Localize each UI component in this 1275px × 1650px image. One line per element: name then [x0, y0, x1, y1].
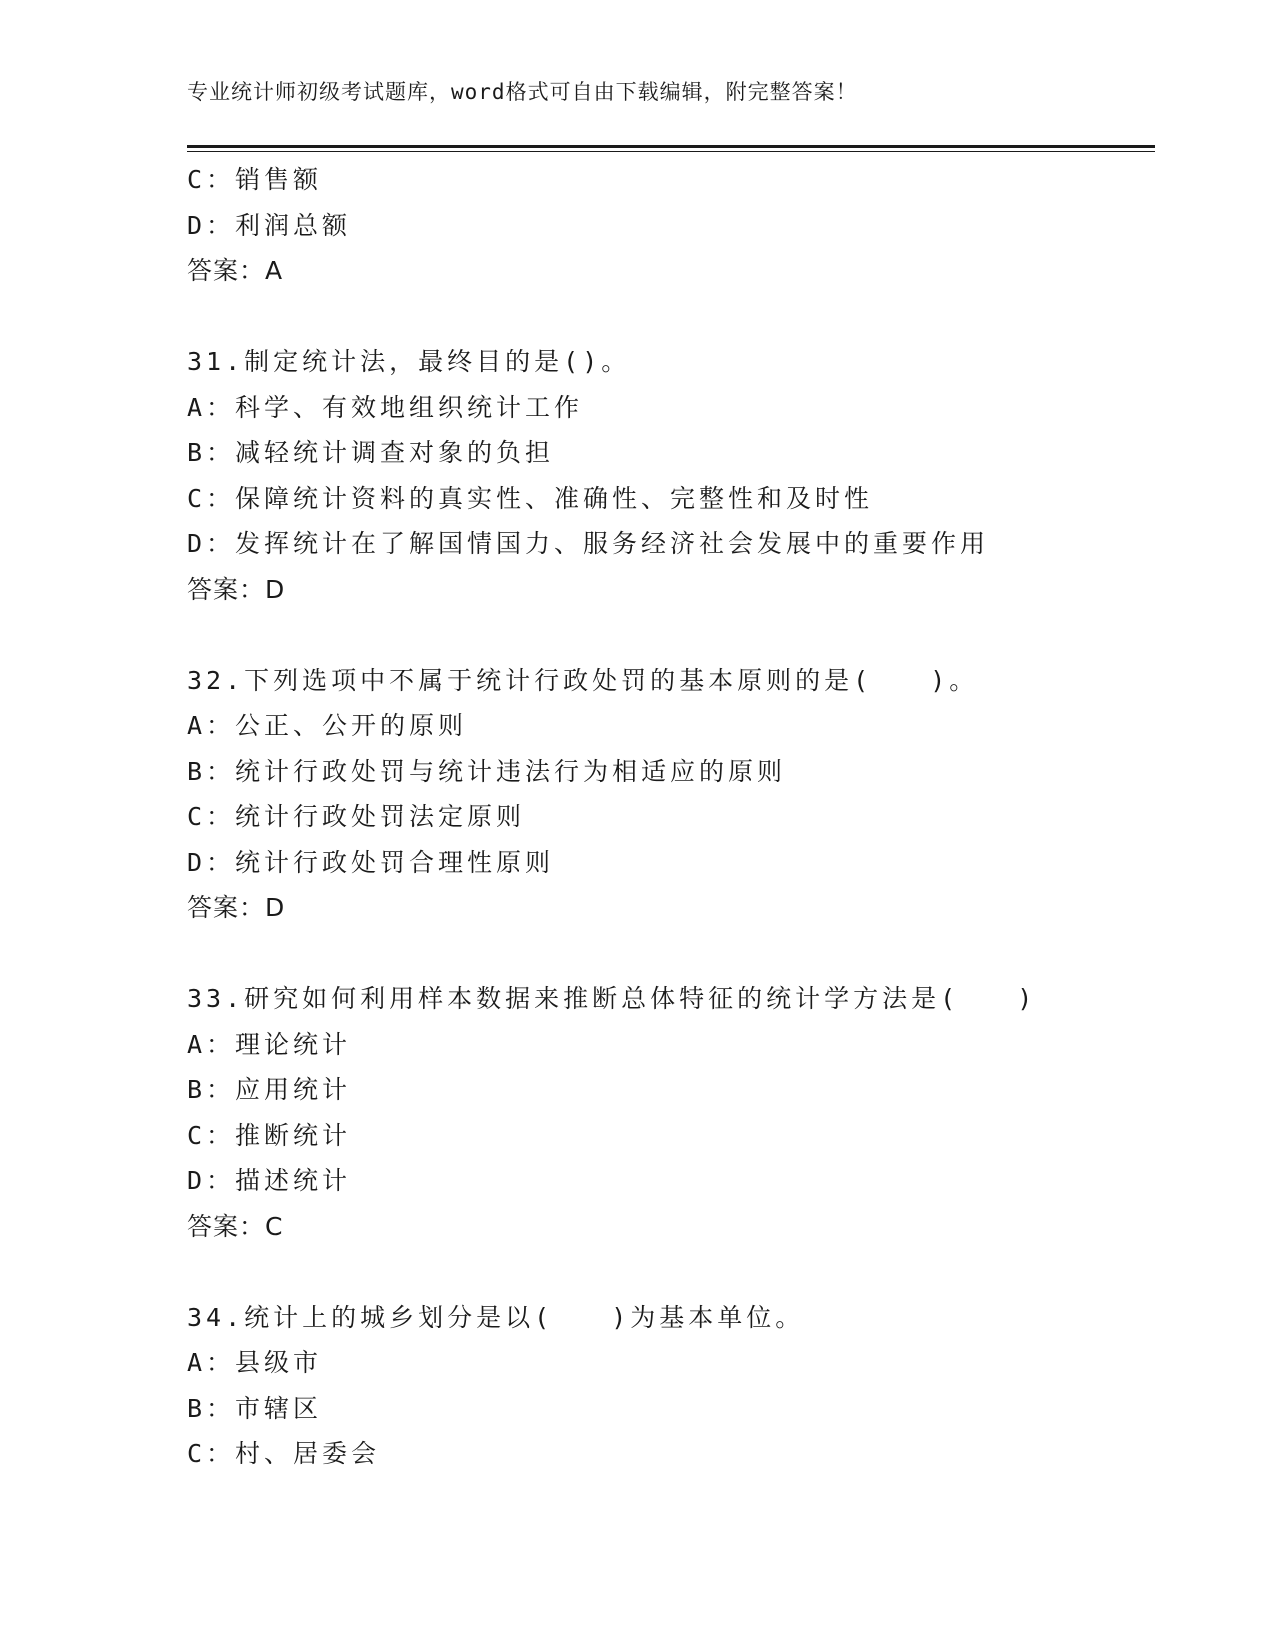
question-text: 34.统计上的城乡划分是以( )为基本单位。: [187, 1302, 805, 1332]
option-text: A：县级市: [187, 1348, 323, 1377]
answer-text: 答案：A: [187, 256, 284, 285]
option-text: C：销售额: [187, 165, 323, 194]
question-text: 33.研究如何利用样本数据来推断总体特征的统计学方法是( ): [187, 984, 1037, 1013]
option-text: A：公正、公开的原则: [187, 711, 468, 740]
question-text: 32.下列选项中不属于统计行政处罚的基本原则的是( )。: [187, 665, 979, 695]
blank-line: [187, 294, 1167, 340]
option-text: B：市辖区: [187, 1393, 323, 1423]
blank-line: [187, 612, 1167, 658]
header-rule-thin: [187, 151, 1155, 152]
answer-text: 答案：C: [187, 1211, 284, 1241]
option-text: B：应用统计: [187, 1075, 352, 1104]
option-text: D：统计行政处罚合理性原则: [187, 847, 555, 877]
option-text: C：统计行政处罚法定原则: [187, 802, 526, 831]
option-text: C：推断统计: [187, 1120, 352, 1150]
option-text: B：统计行政处罚与统计违法行为相适应的原则: [187, 756, 787, 786]
header-rule-thick: [187, 145, 1155, 148]
option-text: A：理论统计: [187, 1029, 352, 1059]
option-text: B：减轻统计调查对象的负担: [187, 438, 555, 467]
page-header: 专业统计师初级考试题库，word格式可自由下载编辑，附完整答案！: [187, 80, 858, 104]
question-text: 31.制定统计法，最终目的是()。: [187, 347, 631, 376]
option-text: D：利润总额: [187, 210, 352, 240]
option-text: A：科学、有效地组织统计工作: [187, 392, 584, 422]
option-text: C：村、居委会: [187, 1439, 381, 1468]
blank-line: [187, 931, 1167, 977]
answer-text: 答案：D: [187, 893, 286, 922]
option-text: D：发挥统计在了解国情国力、服务经济社会发展中的重要作用: [187, 529, 990, 558]
blank-line: [187, 1249, 1167, 1295]
question-list: [187, 157, 1167, 1477]
option-text: C：保障统计资料的真实性、准确性、完整性和及时性: [187, 483, 874, 513]
option-text: D：描述统计: [187, 1166, 352, 1195]
answer-text: 答案：D: [187, 574, 286, 604]
